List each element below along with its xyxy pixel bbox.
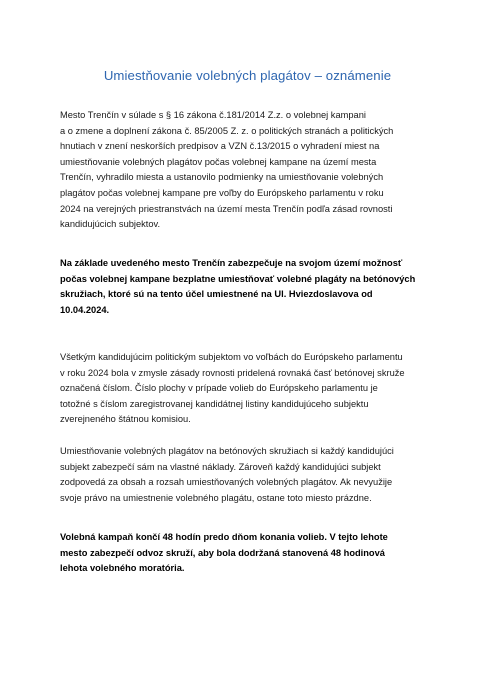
text-line: umiestňovanie volebných plagátov počas volebnej kampane na území mesta: [60, 156, 377, 167]
text-line: kandidujúcich subjektov.: [60, 219, 161, 230]
text-line: plagátov počas volebnej kampane pre voľby do Európskeho parlamentu v roku: [60, 187, 384, 198]
text-line: svoje právo na umiestnenie volebného plagátu, ostane toto miesto prázdne.: [60, 492, 372, 503]
text-line: zverejneného štátnou komisiou.: [60, 414, 191, 425]
text-line: Trenčín, vyhradilo miesta a ustanovilo podmienky na umiestňovanie volebných: [60, 172, 384, 183]
document-title: Umiestňovanie volebných plagátov – oznámenie: [103, 68, 392, 83]
text-line: Na základe uvedeného mesto Trenčín zabezpečuje na svojom území možnosť: [60, 258, 403, 268]
text-line: počas volebnej kampane bezplatne umiestňovať volebné plagáty na betónových: [60, 273, 416, 284]
text-line: hnutiach v znení neskorších predpisov a VZN č.13/2015 o vyhradení miest na: [60, 141, 380, 152]
text-line: 10.04.2024.: [60, 304, 110, 315]
paragraph-responsibility: [60, 444, 448, 506]
text-line: a o zmene a doplnení zákona č. 85/2005 Z. z. o politických stranách a politických: [60, 125, 394, 136]
paragraph-free-placement: [60, 256, 448, 318]
text-line: totožné s číslom zaregistrovanej kandidátnej listiny kandidujúceho subjektu: [60, 398, 369, 409]
text-line: v roku 2024 bola v zmysle zásady rovnosti pridelená rovnaká časť betónovej skruže: [60, 367, 405, 378]
text-line: Všetkým kandidujúcim politickým subjektom vo voľbách do Európskeho parlamentu: [60, 352, 403, 362]
text-line: zodpovedá za obsah a rozsah umiestňovaných volebných plagátov. Ak nevyužije: [60, 477, 393, 488]
text-line: označená číslom. Číslo plochy v prípade volieb do Európskeho parlamentu je: [60, 383, 378, 394]
text-line: lehota volebného moratória.: [60, 563, 185, 574]
paragraph-legal-basis: [60, 108, 448, 233]
text-line: Mesto Trenčín v súlade s § 16 zákona č.181/2014 Z.z. o volebnej kampani: [60, 110, 366, 120]
text-line: subjekt zabezpečí sám na vlastné náklady. Zároveň každý kandidujúci subjekt: [60, 461, 381, 472]
paragraph-campaign-end: [60, 530, 448, 577]
text-line: 2024 na verejných priestranstvách na území mesta Trenčín podľa zásad rovnosti: [60, 203, 393, 214]
text-line: skružiach, ktoré sú na tento účel umiestnené na Ul. Hviezdoslavova od: [60, 289, 373, 300]
text-line: mesto zabezpečí odvoz skruží, aby bola dodržaná stanovená 48 hodinová: [60, 547, 385, 558]
text-line: Umiestňovanie volebných plagátov na betónových skružiach si každý kandidujúci: [60, 446, 394, 456]
paragraph-equal-allocation: [60, 350, 448, 428]
text-line: Volebná kampaň končí 48 hodín predo dňom konania volieb. V tejto lehote: [60, 532, 388, 542]
